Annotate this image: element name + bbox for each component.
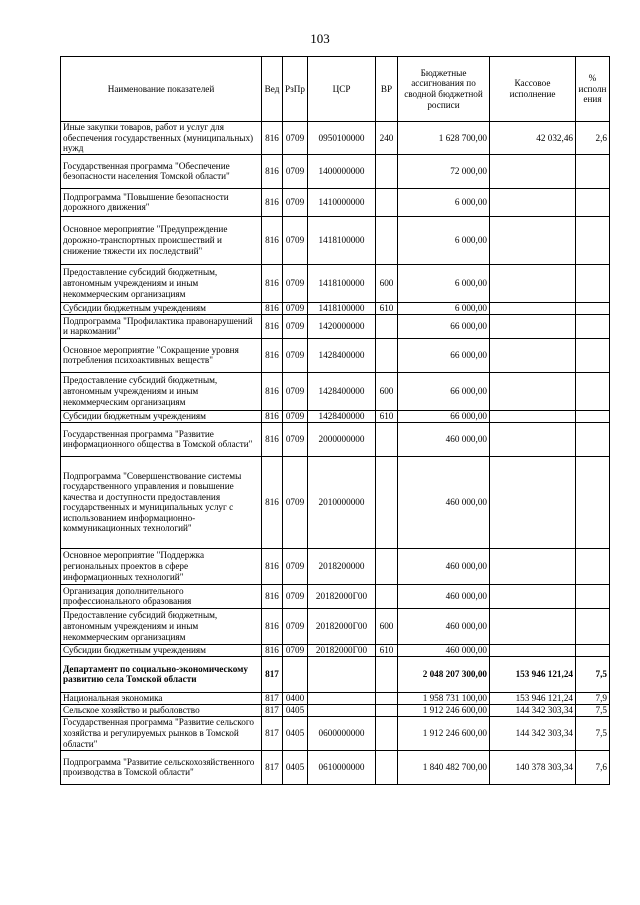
cell-ved: 816 (262, 456, 283, 548)
table-row (61, 644, 610, 656)
cell-ved: 816 (262, 644, 283, 656)
cell-cash-execution (490, 644, 576, 656)
cell-cash-execution (490, 216, 576, 264)
cell-budget-assignment: 6 000,00 (398, 264, 490, 302)
cell-cash-execution (490, 264, 576, 302)
cell-name: Подпрограмма "Развитие сельскохозяйственного производства в Томской области" (61, 750, 262, 784)
cell-ved: 816 (262, 608, 283, 644)
cell-csr: 1418100000 (308, 302, 376, 314)
cell-name: Подпрограмма "Совершенствование системы государственного управления и повышение качества и доступности предоставления государственных и муниципальных услуг с использованием информационно-коммуникационных технологий" (61, 456, 262, 548)
cell-budget-assignment: 66 000,00 (398, 372, 490, 410)
cell-rzpr: 0709 (283, 122, 308, 155)
header-cash-execution: Кассовое исполнение (490, 57, 576, 122)
cell-cash-execution (490, 410, 576, 422)
cell-cash-execution (490, 584, 576, 608)
cell-vr (376, 422, 398, 456)
cell-budget-assignment: 460 000,00 (398, 548, 490, 584)
cell-cash-execution: 42 032,46 (490, 122, 576, 155)
table-row (61, 264, 610, 302)
cell-percent-execution (576, 314, 610, 338)
cell-name: Государственная программа "Развитие сельского хозяйства и регулируемых рынков в Томской области" (61, 716, 262, 750)
cell-budget-assignment: 66 000,00 (398, 338, 490, 372)
cell-ved: 817 (262, 692, 283, 704)
cell-percent-execution (576, 154, 610, 188)
cell-percent-execution (576, 608, 610, 644)
cell-csr: 0600000000 (308, 716, 376, 750)
cell-percent-execution: 7,6 (576, 750, 610, 784)
cell-vr: 610 (376, 302, 398, 314)
cell-vr: 600 (376, 372, 398, 410)
cell-rzpr: 0709 (283, 338, 308, 372)
cell-rzpr: 0709 (283, 314, 308, 338)
table-row (61, 122, 610, 155)
cell-cash-execution: 144 342 303,34 (490, 704, 576, 716)
table-row (61, 154, 610, 188)
header-vr: ВР (376, 57, 398, 122)
cell-cash-execution: 140 378 303,34 (490, 750, 576, 784)
cell-ved: 816 (262, 584, 283, 608)
cell-budget-assignment: 66 000,00 (398, 314, 490, 338)
cell-csr: 1428400000 (308, 372, 376, 410)
cell-name: Государственная программа "Обеспечение безопасности населения Томской области" (61, 154, 262, 188)
header-percent-execution: % исполнения (576, 57, 610, 122)
cell-cash-execution (490, 338, 576, 372)
cell-budget-assignment: 1 958 731 100,00 (398, 692, 490, 704)
cell-vr (376, 154, 398, 188)
cell-vr (376, 548, 398, 584)
cell-vr: 600 (376, 608, 398, 644)
cell-ved: 817 (262, 716, 283, 750)
cell-budget-assignment: 72 000,00 (398, 154, 490, 188)
cell-rzpr: 0709 (283, 422, 308, 456)
cell-rzpr: 0709 (283, 410, 308, 422)
cell-rzpr (283, 656, 308, 692)
cell-csr: 20182000Г00 (308, 644, 376, 656)
cell-percent-execution: 7,5 (576, 704, 610, 716)
cell-csr: 20182000Г00 (308, 584, 376, 608)
cell-vr (376, 692, 398, 704)
cell-vr (376, 338, 398, 372)
cell-percent-execution (576, 302, 610, 314)
cell-csr: 2000000000 (308, 422, 376, 456)
cell-percent-execution (576, 338, 610, 372)
cell-ved: 816 (262, 548, 283, 584)
page-number: 103 (310, 31, 330, 46)
cell-csr: 1400000000 (308, 154, 376, 188)
cell-ved: 817 (262, 704, 283, 716)
cell-percent-execution (576, 410, 610, 422)
table-row (61, 656, 610, 692)
cell-csr: 1428400000 (308, 338, 376, 372)
cell-vr (376, 584, 398, 608)
cell-csr: 0610000000 (308, 750, 376, 784)
cell-budget-assignment: 460 000,00 (398, 584, 490, 608)
table-row (61, 422, 610, 456)
cell-percent-execution (576, 372, 610, 410)
budget-execution-table (60, 56, 610, 785)
cell-cash-execution (490, 548, 576, 584)
cell-ved: 817 (262, 750, 283, 784)
cell-csr: 1410000000 (308, 188, 376, 216)
cell-cash-execution (490, 372, 576, 410)
cell-percent-execution (576, 188, 610, 216)
cell-csr: 1428400000 (308, 410, 376, 422)
cell-budget-assignment: 460 000,00 (398, 608, 490, 644)
cell-rzpr: 0709 (283, 264, 308, 302)
header-ved: Вед (262, 57, 283, 122)
cell-budget-assignment: 6 000,00 (398, 188, 490, 216)
cell-rzpr: 0709 (283, 188, 308, 216)
cell-vr: 600 (376, 264, 398, 302)
cell-csr: 1418100000 (308, 264, 376, 302)
cell-csr: 1420000000 (308, 314, 376, 338)
cell-rzpr: 0709 (283, 216, 308, 264)
cell-percent-execution: 2,6 (576, 122, 610, 155)
cell-name: Субсидии бюджетным учреждениям (61, 302, 262, 314)
cell-rzpr: 0709 (283, 372, 308, 410)
cell-name: Основное мероприятие "Сокращение уровня потребления психоактивных веществ" (61, 338, 262, 372)
cell-rzpr: 0405 (283, 704, 308, 716)
cell-csr: 0950100000 (308, 122, 376, 155)
cell-budget-assignment: 6 000,00 (398, 216, 490, 264)
cell-name: Национальная экономика (61, 692, 262, 704)
cell-ved: 816 (262, 188, 283, 216)
cell-csr (308, 692, 376, 704)
table-row (61, 750, 610, 784)
cell-percent-execution: 7,5 (576, 656, 610, 692)
cell-rzpr: 0709 (283, 608, 308, 644)
cell-name: Основное мероприятие "Предупреждение дорожно-транспортных происшествий и снижение тяжести их последствий" (61, 216, 262, 264)
table-row (61, 716, 610, 750)
cell-budget-assignment: 1 912 246 600,00 (398, 704, 490, 716)
cell-budget-assignment: 2 048 207 300,00 (398, 656, 490, 692)
cell-cash-execution: 153 946 121,24 (490, 692, 576, 704)
cell-csr: 2018200000 (308, 548, 376, 584)
cell-budget-assignment: 66 000,00 (398, 410, 490, 422)
cell-name: Сельское хозяйство и рыболовство (61, 704, 262, 716)
cell-percent-execution: 7,5 (576, 716, 610, 750)
cell-vr (376, 750, 398, 784)
cell-vr (376, 216, 398, 264)
cell-csr (308, 656, 376, 692)
cell-cash-execution: 144 342 303,34 (490, 716, 576, 750)
cell-ved: 816 (262, 264, 283, 302)
cell-name: Иные закупки товаров, работ и услуг для обеспечения государственных (муниципальных) нужд (61, 122, 262, 155)
cell-csr: 2010000000 (308, 456, 376, 548)
cell-rzpr: 0709 (283, 456, 308, 548)
cell-ved: 816 (262, 122, 283, 155)
cell-cash-execution (490, 456, 576, 548)
header-csr: ЦСР (308, 57, 376, 122)
cell-percent-execution (576, 264, 610, 302)
cell-cash-execution (490, 302, 576, 314)
cell-budget-assignment: 460 000,00 (398, 644, 490, 656)
cell-rzpr: 0405 (283, 716, 308, 750)
cell-vr (376, 656, 398, 692)
cell-ved: 816 (262, 338, 283, 372)
cell-percent-execution (576, 216, 610, 264)
cell-ved: 817 (262, 656, 283, 692)
cell-cash-execution (490, 314, 576, 338)
cell-rzpr: 0405 (283, 750, 308, 784)
table-row (61, 410, 610, 422)
cell-vr: 610 (376, 644, 398, 656)
cell-name: Государственная программа "Развитие информационного общества в Томской области" (61, 422, 262, 456)
cell-rzpr: 0400 (283, 692, 308, 704)
cell-ved: 816 (262, 314, 283, 338)
cell-budget-assignment: 460 000,00 (398, 456, 490, 548)
cell-ved: 816 (262, 372, 283, 410)
cell-percent-execution (576, 584, 610, 608)
cell-cash-execution (490, 422, 576, 456)
cell-rzpr: 0709 (283, 584, 308, 608)
cell-rzpr: 0709 (283, 548, 308, 584)
cell-percent-execution (576, 644, 610, 656)
table-header-row (61, 57, 610, 122)
table-row (61, 548, 610, 584)
cell-name: Субсидии бюджетным учреждениям (61, 410, 262, 422)
cell-ved: 816 (262, 154, 283, 188)
cell-budget-assignment: 1 840 482 700,00 (398, 750, 490, 784)
cell-name: Подпрограмма "Профилактика правонарушений и наркомании" (61, 314, 262, 338)
cell-rzpr: 0709 (283, 154, 308, 188)
cell-name: Департамент по социально-экономическому развитию села Томской области (61, 656, 262, 692)
cell-csr (308, 704, 376, 716)
cell-vr (376, 456, 398, 548)
table-row (61, 584, 610, 608)
cell-name: Субсидии бюджетным учреждениям (61, 644, 262, 656)
cell-cash-execution (490, 608, 576, 644)
cell-name: Предоставление субсидий бюджетным, автономным учреждениям и иным некоммерческим организациям (61, 608, 262, 644)
cell-name: Предоставление субсидий бюджетным, автономным учреждениям и иным некоммерческим организациям (61, 264, 262, 302)
cell-budget-assignment: 1 912 246 600,00 (398, 716, 490, 750)
cell-percent-execution (576, 456, 610, 548)
cell-ved: 816 (262, 302, 283, 314)
cell-percent-execution (576, 422, 610, 456)
header-name: Наименование показателей (61, 57, 262, 122)
table-row (61, 608, 610, 644)
table-row (61, 216, 610, 264)
cell-name: Предоставление субсидий бюджетным, автономным учреждениям и иным некоммерческим организациям (61, 372, 262, 410)
table-row (61, 188, 610, 216)
cell-name: Организация дополнительного профессионального образования (61, 584, 262, 608)
cell-csr: 20182000Г00 (308, 608, 376, 644)
table-row (61, 314, 610, 338)
cell-vr (376, 704, 398, 716)
table-row (61, 372, 610, 410)
table-row (61, 302, 610, 314)
cell-vr (376, 716, 398, 750)
cell-percent-execution: 7,9 (576, 692, 610, 704)
cell-vr (376, 188, 398, 216)
cell-cash-execution: 153 946 121,24 (490, 656, 576, 692)
cell-ved: 816 (262, 422, 283, 456)
table-row (61, 338, 610, 372)
header-rzpr: РзПр (283, 57, 308, 122)
table-row (61, 456, 610, 548)
cell-vr: 240 (376, 122, 398, 155)
cell-percent-execution (576, 548, 610, 584)
cell-name: Основное мероприятие "Поддержка региональных проектов в сфере информационных технологий" (61, 548, 262, 584)
cell-rzpr: 0709 (283, 644, 308, 656)
cell-csr: 1418100000 (308, 216, 376, 264)
cell-cash-execution (490, 154, 576, 188)
cell-budget-assignment: 460 000,00 (398, 422, 490, 456)
cell-budget-assignment: 1 628 700,00 (398, 122, 490, 155)
cell-ved: 816 (262, 216, 283, 264)
table-row (61, 692, 610, 704)
cell-rzpr: 0709 (283, 302, 308, 314)
table-row (61, 704, 610, 716)
cell-ved: 816 (262, 410, 283, 422)
table-body (61, 122, 610, 785)
header-budget-assignments: Бюджетные ассигнования по сводной бюджетной росписи (398, 57, 490, 122)
cell-vr: 610 (376, 410, 398, 422)
cell-name: Подпрограмма "Повышение безопасности дорожного движения" (61, 188, 262, 216)
cell-budget-assignment: 6 000,00 (398, 302, 490, 314)
cell-cash-execution (490, 188, 576, 216)
cell-vr (376, 314, 398, 338)
